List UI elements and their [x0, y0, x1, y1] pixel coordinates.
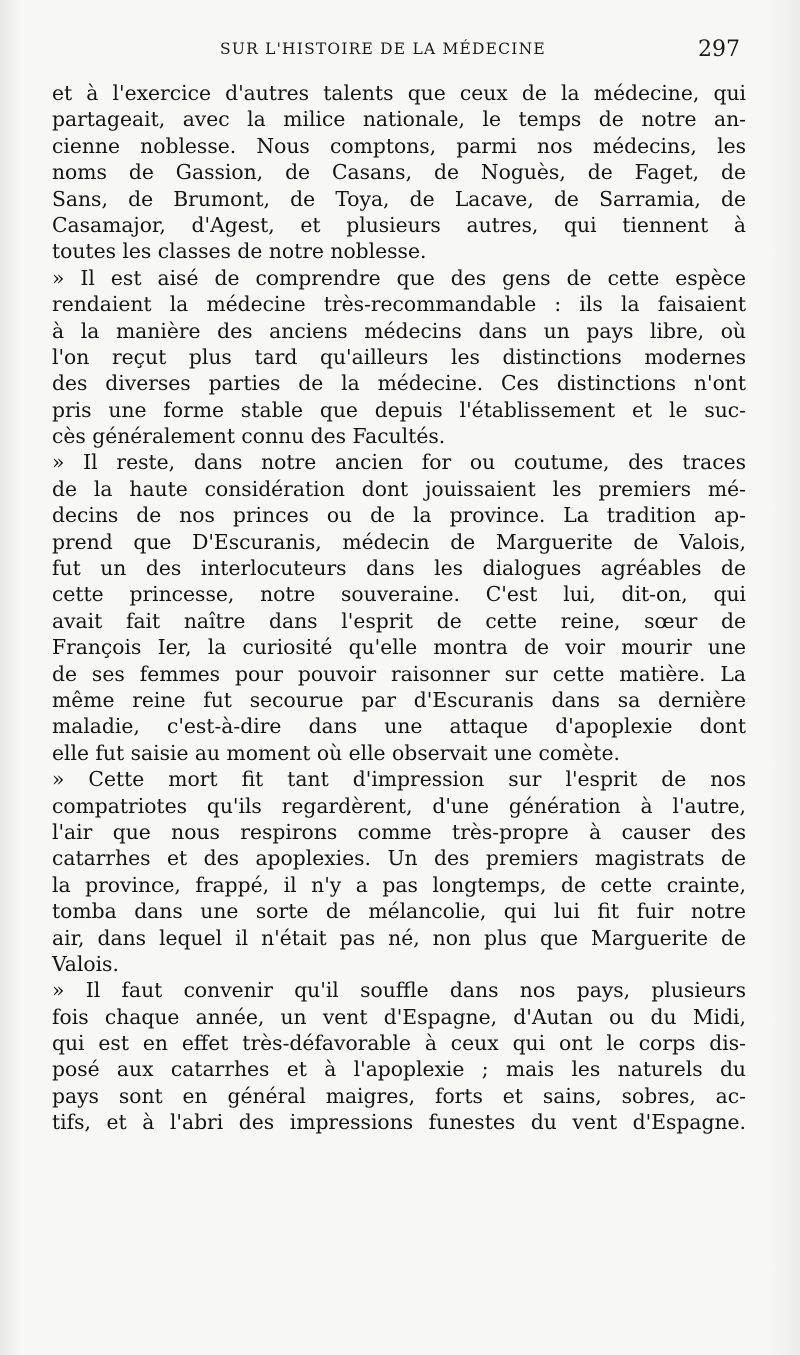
- page-header: [52, 34, 744, 68]
- text-line: qui est en effet très-défavorable à ceux qui ont le corps dis-: [52, 1031, 746, 1056]
- body-text: [52, 80, 746, 1136]
- text-line: Valois.: [52, 951, 119, 976]
- text-line: toutes les classes de notre noblesse.: [52, 239, 427, 264]
- text-line: de ses femmes pour pouvoir raisonner sur cette matière. La: [52, 661, 746, 686]
- text-line: l'on reçut plus tard qu'ailleurs les distinctions modernes: [52, 344, 746, 369]
- text-line: la province, frappé, il n'y a pas longtemps, de cette crainte,: [52, 872, 746, 897]
- text-line: partageait, avec la milice nationale, le temps de notre an-: [52, 107, 746, 132]
- text-line: des diverses parties de la médecine. Ces distinctions n'ont: [52, 371, 746, 396]
- text-line: à la manière des anciens médecins dans un pays libre, où: [52, 318, 746, 343]
- text-line: rendaient la médecine très-recommandable : ils la faisaient: [52, 292, 746, 317]
- text-line: maladie, c'est-à-dire dans une attaque d'apoplexie dont: [52, 714, 746, 739]
- text-line: pays sont en général maigres, forts et sains, sobres, ac-: [52, 1083, 746, 1108]
- text-line: l'air que nous respirons comme très-propre à causer des: [52, 819, 746, 844]
- text-line: » Cette mort fit tant d'impression sur l'esprit de nos: [52, 767, 746, 792]
- text-line: catarrhes et des apoplexies. Un des premiers magistrats de: [52, 846, 746, 871]
- text-line: compatriotes qu'ils regardèrent, d'une génération à l'autre,: [52, 793, 746, 818]
- text-line: » Il reste, dans notre ancien for ou coutume, des traces: [52, 450, 746, 475]
- text-line: fut un des interlocuteurs dans les dialogues agréables de: [52, 556, 746, 581]
- text-line: posé aux catarrhes et à l'apoplexie ; mais les naturels du: [52, 1057, 746, 1082]
- page-number: 297: [698, 37, 740, 62]
- text-line: » Il faut convenir qu'il souffle dans nos pays, plusieurs: [52, 978, 746, 1003]
- text-line: cette princesse, notre souveraine. C'est lui, dit-on, qui: [52, 582, 746, 607]
- text-line: Sans, de Brumont, de Toya, de Lacave, de Sarramia, de: [52, 186, 746, 211]
- text-line: même reine fut secourue par d'Escuranis dans sa dernière: [52, 687, 746, 712]
- text-line: avait fait naître dans l'esprit de cette reine, sœur de: [52, 608, 746, 633]
- text-line: tomba dans une sorte de mélancolie, qui lui fit fuir notre: [52, 899, 746, 924]
- text-line: prend que D'Escuranis, médecin de Marguerite de Valois,: [52, 529, 746, 554]
- text-line: François Ier, la curiosité qu'elle montra de voir mourir une: [52, 635, 746, 660]
- text-line: de la haute considération dont jouissaient les premiers mé-: [52, 476, 746, 501]
- text-line: Casamajor, d'Agest, et plusieurs autres, qui tiennent à: [52, 212, 746, 237]
- text-line: fois chaque année, un vent d'Espagne, d'Autan ou du Midi,: [52, 1004, 746, 1029]
- text-line: decins de nos princes ou de la province. La tradition ap-: [52, 503, 746, 528]
- text-line: tifs, et à l'abri des impressions funestes du vent d'Espagne.: [52, 1110, 746, 1135]
- text-line: et à l'exercice d'autres talents que ceux de la médecine, qui: [52, 81, 746, 105]
- text-line: » Il est aisé de comprendre que des gens de cette espèce: [52, 265, 746, 290]
- text-line: cès généralement connu des Facultés.: [52, 424, 446, 449]
- text-line: air, dans lequel il n'était pas né, non plus que Marguerite de: [52, 925, 746, 950]
- text-line: pris une forme stable que depuis l'établissement et le suc-: [52, 397, 746, 422]
- text-line: cienne noblesse. Nous comptons, parmi nos médecins, les: [52, 133, 746, 158]
- running-title: SUR L'HISTOIRE DE LA MÉDECINE: [220, 40, 546, 58]
- text-line: noms de Gassion, de Casans, de Noguès, de Faget, de: [52, 160, 746, 185]
- text-line: elle fut saisie au moment où elle observait une comète.: [52, 740, 620, 765]
